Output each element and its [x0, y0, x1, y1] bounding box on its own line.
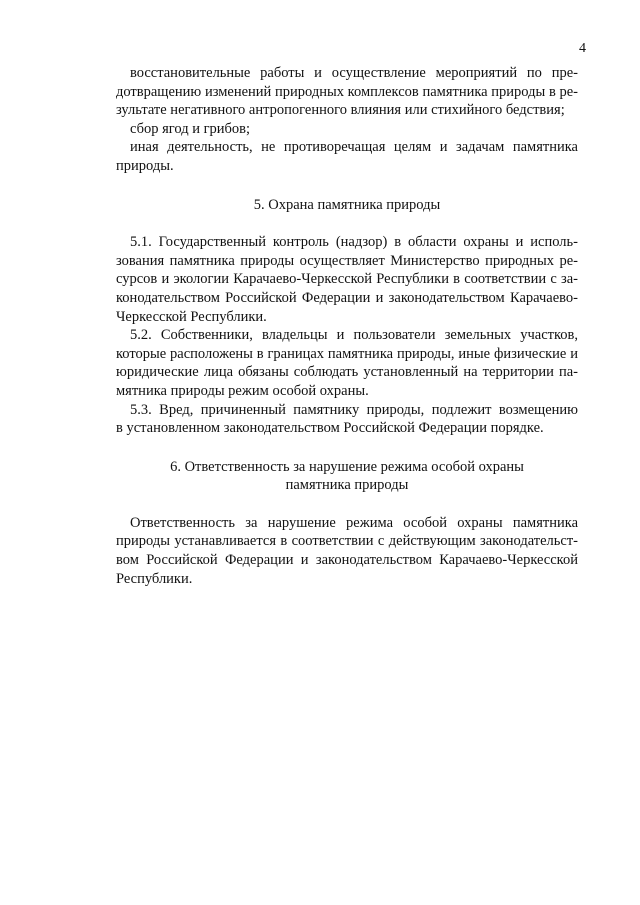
section-5-heading: 5. Охрана памятника природы — [253, 196, 441, 213]
text-line: в установленном законодательством Российской Федерации порядке. — [116, 420, 544, 437]
text-line: мятника природы режим особой охраны. — [116, 382, 369, 399]
text-line: которые расположены в границах памятника природы, иные физические и — [116, 345, 578, 362]
text-line: дотвращению изменений природных комплексов памятника природы в ре- — [116, 83, 578, 100]
page-number: 4 — [579, 41, 586, 56]
text-line: зования памятника природы осуществляет Министерство природных ре- — [116, 252, 578, 269]
text-line: природы. — [116, 157, 174, 174]
text-line: 5.2. Собственники, владельцы и пользователи земельных участков, — [130, 327, 578, 344]
text-line: сурсов и экологии Карачаево-Черкесской Республики в соответствии с за- — [116, 271, 578, 288]
text-line: 5.3. Вред, причиненный памятнику природы, подлежит возмещению — [130, 401, 578, 418]
paragraph-restoration-works — [116, 64, 578, 120]
paragraph-5-2 — [116, 326, 578, 400]
text-line: юридические лица обязаны соблюдать установленный на территории па- — [116, 364, 578, 381]
text-line: 5.1. Государственный контроль (надзор) в области охраны и исполь- — [130, 234, 578, 251]
text-line: Черкесской Республики. — [116, 308, 267, 325]
paragraph-other-activity — [116, 138, 578, 175]
text-line: Ответственность за нарушение режима особой охраны памятника — [130, 514, 578, 531]
text-line: зультате негативного антропогенного влияния или стихийного бедствия; — [116, 102, 565, 119]
text-line: вом Российской Федерации и законодательством Карачаево-Черкесской — [116, 552, 578, 569]
text-line: природы устанавливается в соответствии с действующим законодательст- — [116, 533, 578, 550]
paragraph-6-1 — [116, 514, 578, 588]
document-body — [116, 64, 578, 588]
text-line: сбор ягод и грибов; — [130, 120, 251, 137]
text-line: иная деятельность, не противоречащая целям и задачам памятника — [130, 139, 578, 156]
paragraph-berries-mushrooms — [116, 120, 578, 139]
paragraph-5-3 — [116, 401, 578, 438]
section-6-heading-line1: 6. Ответственность за нарушение режима особой охраны — [170, 458, 524, 475]
text-line: восстановительные работы и осуществление мероприятий по пре- — [130, 65, 578, 81]
text-line: конодательством Российской Федерации и законодательством Карачаево- — [116, 289, 578, 306]
text-line: Республики. — [116, 570, 193, 587]
section-6-heading-line2: памятника природы — [285, 477, 409, 494]
paragraph-5-1 — [116, 233, 578, 326]
